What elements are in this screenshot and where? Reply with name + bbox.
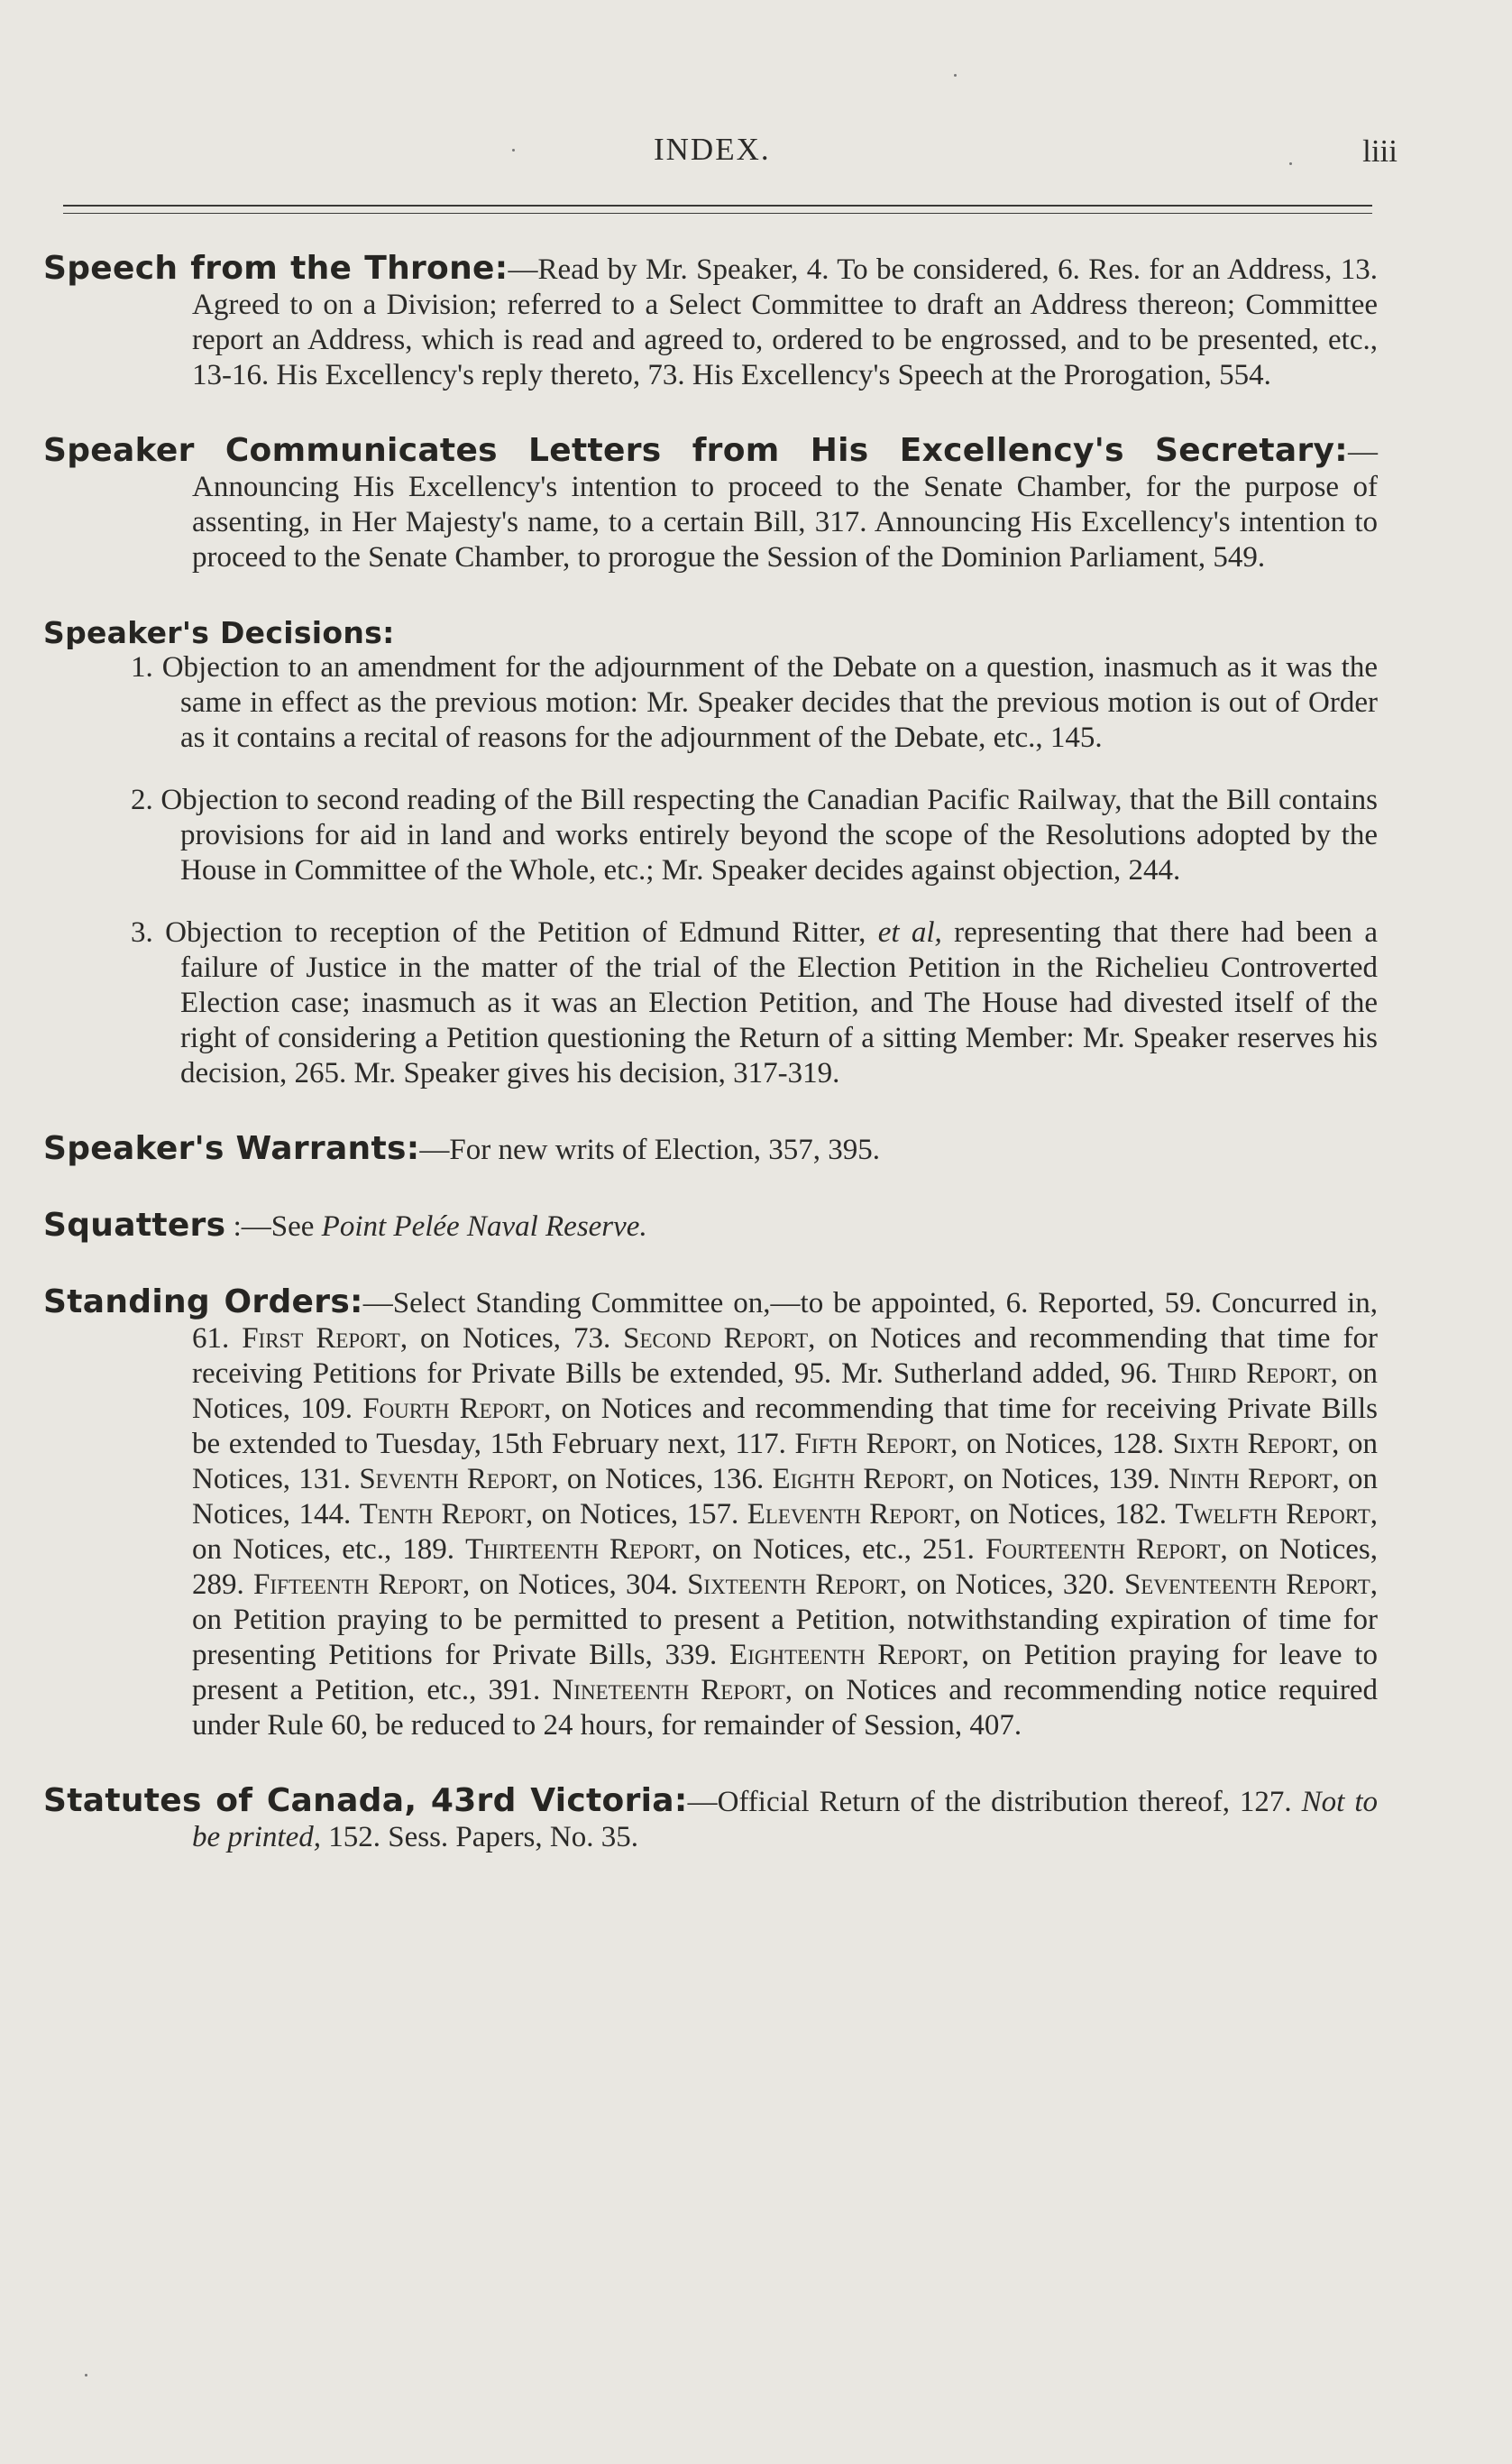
entry-heading: Speaker's Warrants:	[43, 1130, 420, 1167]
header-rule-thin	[63, 213, 1372, 214]
entry-text: , on Notices and recommending that time for receiving Private Bills be extended to Tuesday, 15th February next, 117.	[192, 1393, 1378, 1460]
entry-heading: Statutes of Canada, 43rd Victoria:	[43, 1782, 688, 1819]
entry-speaker-warrants	[43, 1131, 1378, 1168]
report-label: Eighth Report	[772, 1463, 948, 1495]
entry-text: — Announcing His Excellency's intention to proceed to the Senate Chamber, for the purpose of assenting, in Her Majesty's name, to a certain Bill, 317. Announcing His Excellency's intention to proceed to the Senate Chamber, to prorogue the Session of the Dominion Parliament, 549.	[192, 436, 1378, 574]
entry-text: , on Notices, 182.	[953, 1498, 1176, 1531]
entry-text: , on Notices, 109.	[192, 1357, 1378, 1425]
page-number: liii	[1362, 133, 1397, 169]
decision-text-italic: et al,	[877, 916, 942, 949]
report-label: Sixteenth Report	[687, 1568, 900, 1601]
entry-speech-from-throne	[43, 251, 1378, 393]
entry-text: , on Notices, etc., 189.	[192, 1498, 1379, 1566]
decision-number: 2.	[131, 784, 153, 816]
entry-see: :—See	[233, 1210, 315, 1243]
report-label: First Report	[242, 1322, 400, 1355]
entry-text: , on Notices, 73.	[399, 1322, 624, 1355]
entry-text: , on Notices, 131.	[192, 1428, 1378, 1495]
entry-statutes-of-canada	[43, 1783, 1378, 1855]
report-label: Fourth Report	[362, 1393, 545, 1425]
entry-heading: Speaker Communicates Letters from His Excellency's Secretary:	[43, 432, 1348, 469]
report-label: Third Report	[1167, 1357, 1331, 1390]
entry-text: 152. Sess. Papers, No. 35.	[328, 1821, 638, 1853]
report-label: Eighteenth Report	[729, 1639, 962, 1671]
entry-text: , on Notices and recommending notice required under Rule 60, be reduced to 24 hours, for remainder of Session, 407.	[192, 1674, 1378, 1742]
report-label: Twelfth Report	[1175, 1498, 1370, 1531]
entry-speaker-letters	[43, 433, 1378, 575]
paper-speck	[512, 149, 515, 152]
entry-speaker-decisions	[43, 615, 1378, 1091]
entry-text: , on Notices, 157.	[525, 1498, 747, 1531]
entry-text: —Official Return of the distribution thereof, 127.	[687, 1786, 1292, 1818]
entry-heading: Speech from the Throne:	[43, 250, 509, 287]
paper-speck	[85, 2374, 87, 2377]
report-label: Sixth Report	[1172, 1428, 1333, 1460]
report-label: Fifth Report	[794, 1428, 951, 1460]
entry-text: , on Notices, 144.	[192, 1463, 1379, 1531]
page-title: INDEX.	[654, 132, 771, 167]
entry-heading: Standing Orders:	[43, 1283, 363, 1320]
report-label: Thirteenth Report	[465, 1533, 694, 1566]
entry-text: , on Notices, 320.	[899, 1568, 1124, 1601]
decision-text: Objection to an amendment for the adjournment of the Debate on a question, inasmuch as it was the same in effect as the previous motion: Mr. Speaker decides that the previous motion is out of Order as it contains a recital of reasons for the adjournment of the Debate, etc., 145.	[161, 651, 1378, 754]
entry-text: , on Notices, 136.	[551, 1463, 773, 1495]
entry-cross-reference: Point Pelée Naval Reserve.	[321, 1210, 647, 1243]
entry-squatters	[43, 1208, 1378, 1245]
entry-text: —Select Standing Committee on,—to be appointed, 6. Reported, 59. Concurred in, 61.	[192, 1287, 1378, 1355]
decision-item	[115, 783, 1378, 888]
entry-text: —Read by Mr. Speaker, 4. To be considered, 6. Res. for an Address, 13. Agreed to on a Division; referred to a Select Committee to draft an Address thereon; Committee report an Address, which is read and agreed to, ordered to be engrossed, and to be presented, etc., 13-16. His Excellency's reply thereto, 73. His Excellency's Speech at the Prorogation, 554.	[192, 253, 1378, 391]
entry-standing-orders	[43, 1284, 1378, 1743]
entry-text: , on Petition praying to be permitted to present a Petition, notwithstanding expiration of time for presenting Petitions for Private Bills, 339.	[192, 1568, 1379, 1671]
entry-text: , on Notices, 289.	[192, 1533, 1378, 1601]
report-label: Eleventh Report	[747, 1498, 954, 1531]
entry-text: , on Notices, etc., 251.	[693, 1533, 985, 1566]
entry-text: , on Petition praying for leave to present a Petition, etc., 391.	[192, 1639, 1378, 1706]
decision-text: Objection to second reading of the Bill respecting the Canadian Pacific Railway, that the Bill contains provisions for aid in land and works entirely beyond the scope of the Resolutions adopted by the House in Committee of the Whole, etc.; Mr. Speaker decides against objection, 244.	[160, 784, 1378, 887]
report-label: Second Report	[623, 1322, 809, 1355]
entry-text: , on Notices and recommending that time for receiving Petitions for Private Bills be extended, 95. Mr. Sutherland added, 96.	[192, 1322, 1378, 1390]
decision-item	[115, 915, 1378, 1091]
report-label: Tenth Report	[359, 1498, 526, 1531]
report-label: Seventeenth Report	[1123, 1568, 1370, 1601]
decision-number: 3.	[131, 916, 153, 949]
entry-heading: Squatters	[43, 1207, 226, 1244]
report-label: Fourteenth Report	[985, 1533, 1221, 1566]
report-label: Nineteenth Report	[552, 1674, 785, 1706]
report-label: Ninth Report	[1168, 1463, 1333, 1495]
report-label: Seventh Report	[359, 1463, 552, 1495]
entry-text: , on Notices, 128.	[950, 1428, 1173, 1460]
decision-item	[115, 650, 1378, 756]
entry-heading: Speaker's Decisions:	[43, 615, 395, 650]
decision-text: Objection to reception of the Petition of Edmund Ritter,	[165, 916, 866, 949]
decision-text: representing that there had been a failure of Justice in the matter of the trial of the Election Petition in the Richelieu Controverted Election case; inasmuch as it was an Election Petition, and The House had divested itself of the right of considering a Petition questioning the Return of a sitting Member: Mr. Speaker reserves his decision, 265. Mr. Speaker gives his decision, 317-319.	[180, 916, 1379, 1089]
entry-text: , on Notices, 304.	[462, 1568, 688, 1601]
header-rule-thick	[63, 205, 1372, 207]
paper-speck	[954, 74, 957, 77]
entry-text: —For new writs of Election, 357, 395.	[419, 1134, 880, 1166]
page-header	[54, 132, 1397, 186]
report-label: Fifteenth Report	[253, 1568, 463, 1601]
decision-number: 1.	[131, 651, 153, 684]
entry-text-italic: Not to be printed,	[192, 1786, 1378, 1853]
entry-text: , on Notices, 139.	[947, 1463, 1169, 1495]
paper-speck	[1289, 162, 1292, 165]
index-content	[43, 251, 1378, 1895]
